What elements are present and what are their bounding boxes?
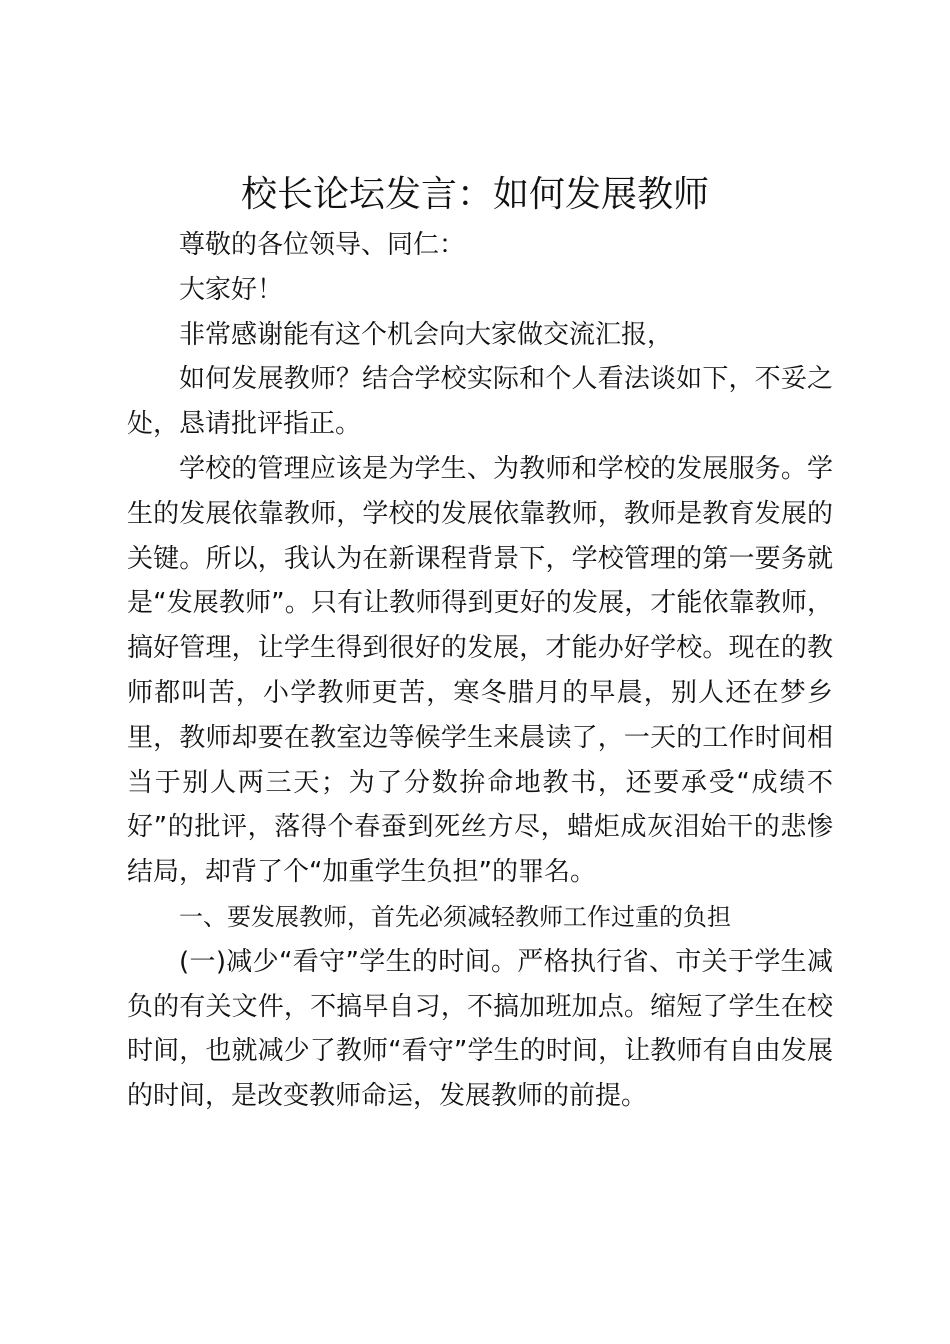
document-body [127,223,833,1119]
section-heading: 一、要发展教师，首先必须减轻教师工作过重的负担 [179,902,731,931]
body-paragraph: 学校的管理应该是为学生、为教师和学校的发展服务。学生的发展依靠教师，学校的发展依靠教师，教师是教育发展的关键。所以，我认为在新课程背景下，学校管理的第一要务就是“发展教师”。只有让教师得到更好的发展，才能依靠教师，搞好管理，让学生得到很好的发展，才能办好学校。现在的教师都叫苦，小学教师更苦，寒冬腊月的早晨，别人还在梦乡里，教师却要在教室边等候学生来晨读了，一天的工作时间相当于别人两三天；为了分数拚命地教书，还要承受“成绩不好”的批评，落得个春蚕到死丝方尽，蜡炬成灰泪始干的悲惨结局，却背了个“加重学生负担”的罪名。 [127,453,833,888]
document-title: 校长论坛发言：如何发展教师 [240,174,709,215]
thanks-paragraph: 非常感谢能有这个机会向大家做交流汇报， [179,319,674,350]
intro-paragraph: 如何发展教师？结合学校实际和个人看法谈如下，不妥之处，恳请批评指正。 [127,364,833,440]
greeting-paragraph: 大家好！ [179,274,284,305]
salutation-paragraph: 尊敬的各位领导、同仁： [179,230,466,260]
subsection-paragraph: (一)减少“看守”学生的时间。严格执行省、市关于学生减负的有关文件，不搞早自习，不搞加班加点。缩短了学生在校时间，也就减少了教师“看守”学生的时间，让教师有自由发展的时间，是改变教师命运，发展教师的前提。 [127,946,833,1112]
